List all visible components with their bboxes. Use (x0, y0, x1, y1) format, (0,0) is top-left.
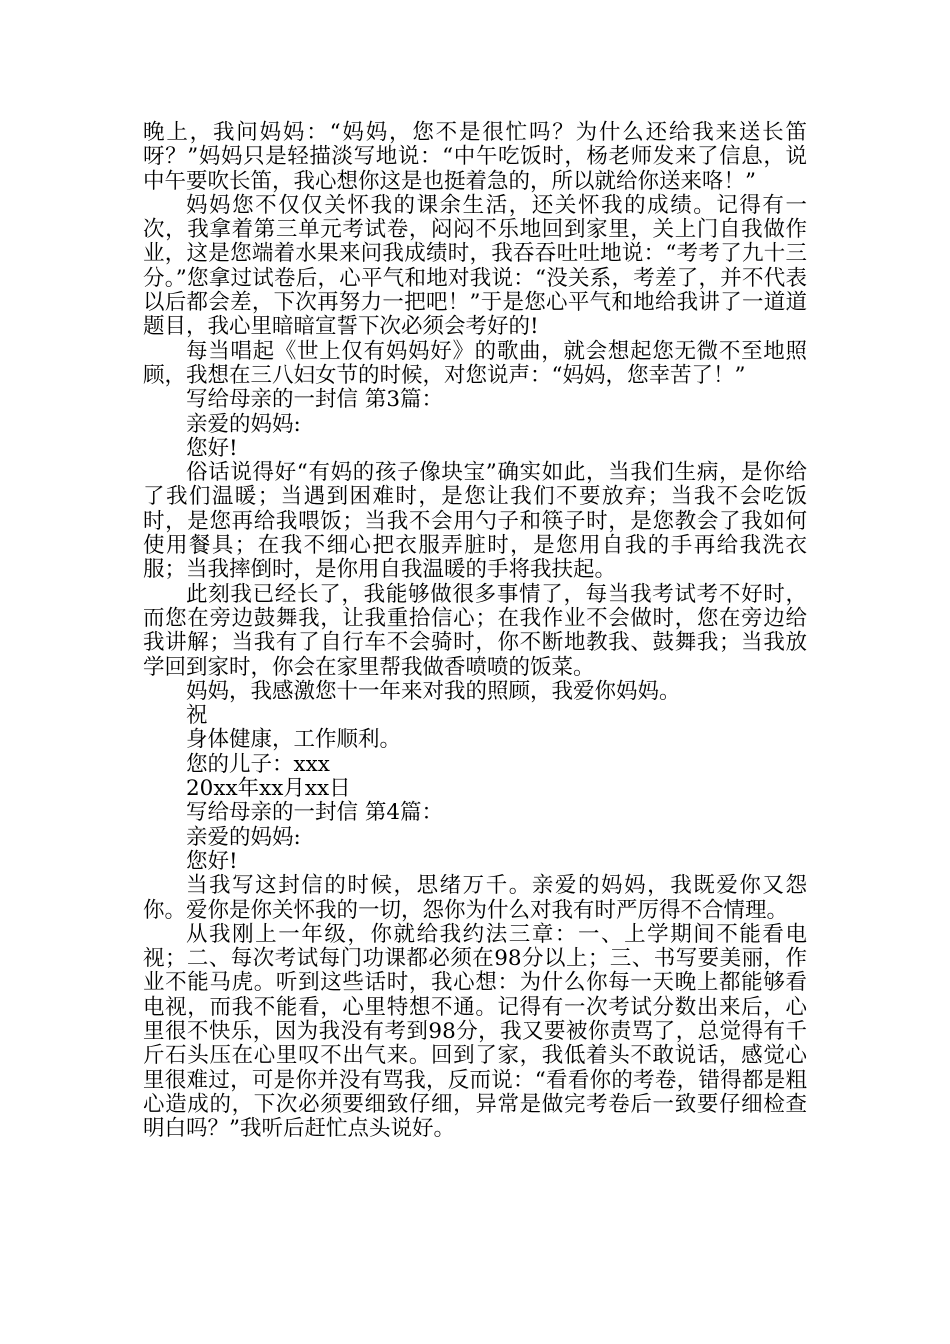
salutation: 亲爱的妈妈: (186, 411, 301, 437)
paragraph: 晚上，我问妈妈：“妈妈，您不是很忙吗？为什么还给我来送长笛呀？”妈妈只是轻描淡写地说：“中午吃饭时，杨老师发来了信息，说中午要吹长笛，我心想你这是也挺着急的，所以就给你送来咯！” (143, 120, 807, 194)
paragraph: 当我写这封信的时候，思绪万千。亲爱的妈妈，我既爱你又怨你。爱你是你关怀我的一切，怨你为什么对我有时严厉得不合情理。 (143, 873, 807, 923)
salutation: 亲爱的妈妈: (186, 824, 301, 850)
closing-wish-content: 身体健康，工作顺利。 (186, 727, 402, 753)
document-page (143, 121, 807, 1141)
section-heading: 写给母亲的一封信 第4篇： (186, 800, 444, 826)
greeting: 您好! (186, 848, 238, 874)
paragraph: 每当唱起《世上仅有妈妈好》的歌曲，就会想起您无微不至地照顾，我想在三八妇女节的时候，对您说声：“妈妈，您幸苦了！” (143, 338, 807, 388)
paragraph: 从我刚上一年级，你就给我约法三章：一、上学期间不能看电视；二、每次考试每门功课都必须在98分以上；三、书写要美丽，作业不能马虎。听到这些话时，我心想：为什么你每一天晚上都能够看电视，而我不能看，心里特想不通。记得有一次考试分数出来后，心里很不快乐，因为我没有考到98分，我又要被你责骂了，总觉得有千斤石头压在心里叹不出气来。回到了家，我低着头不敢说话，感觉心里很难过，可是你并没有骂我，反而说：“看看你的考卷，错得都是粗心造成的，下次必须要细致仔细，异常是做完考卷后一致要仔细检查明白吗？”我听后赶忙点头说好。 (143, 921, 807, 1142)
closing-line: 妈妈，我感激您十一年来对我的照顾，我爱你妈妈。 (186, 678, 681, 704)
closing-wish: 祝 (186, 703, 208, 729)
signature: 您的儿子：xxx (186, 751, 330, 777)
greeting: 您好! (186, 435, 238, 461)
paragraph: 妈妈您不仅仅关怀我的课余生活，还关怀我的成绩。记得有一次，我拿着第三单元考试卷，闷闷不乐地回到家里，关上门自我做作业，这是您端着水果来问我成绩时，我吞吞吐吐地说：“考考了九十三分。”您拿过试卷后，心平气和地对我说：“没关系，考差了，并不代表以后都会差，下次再努力一把吧！”于是您心平气和地给我讲了一道道题目，我心里暗暗宣誓下次必须会考好的! (143, 192, 807, 340)
date-line: 20xx年xx月xx日 (186, 776, 351, 802)
paragraph: 俗话说得好“有妈的孩子像块宝”确实如此，当我们生病，是你给了我们温暖；当遇到困难时，是您让我们不要放弃；当我不会吃饭时，是您再给我喂饭；当我不会用勺子和筷子时，是您教会了我如何使用餐具；在我不细心把衣服弄脏时，是您用自我的手再给我洗衣服；当我摔倒时，是你用自我温暖的手将我扶起。 (143, 460, 807, 583)
section-heading: 写给母亲的一封信 第3篇： (186, 387, 444, 413)
paragraph: 此刻我已经长了，我能够做很多事情了，每当我考试考不好时，而您在旁边鼓舞我，让我重拾信心；在我作业不会做时，您在旁边给我讲解；当我有了自行车不会骑时，你不断地教我、鼓舞我；当我放学回到家时，你会在家里帮我做香喷喷的饭菜。 (143, 581, 807, 680)
